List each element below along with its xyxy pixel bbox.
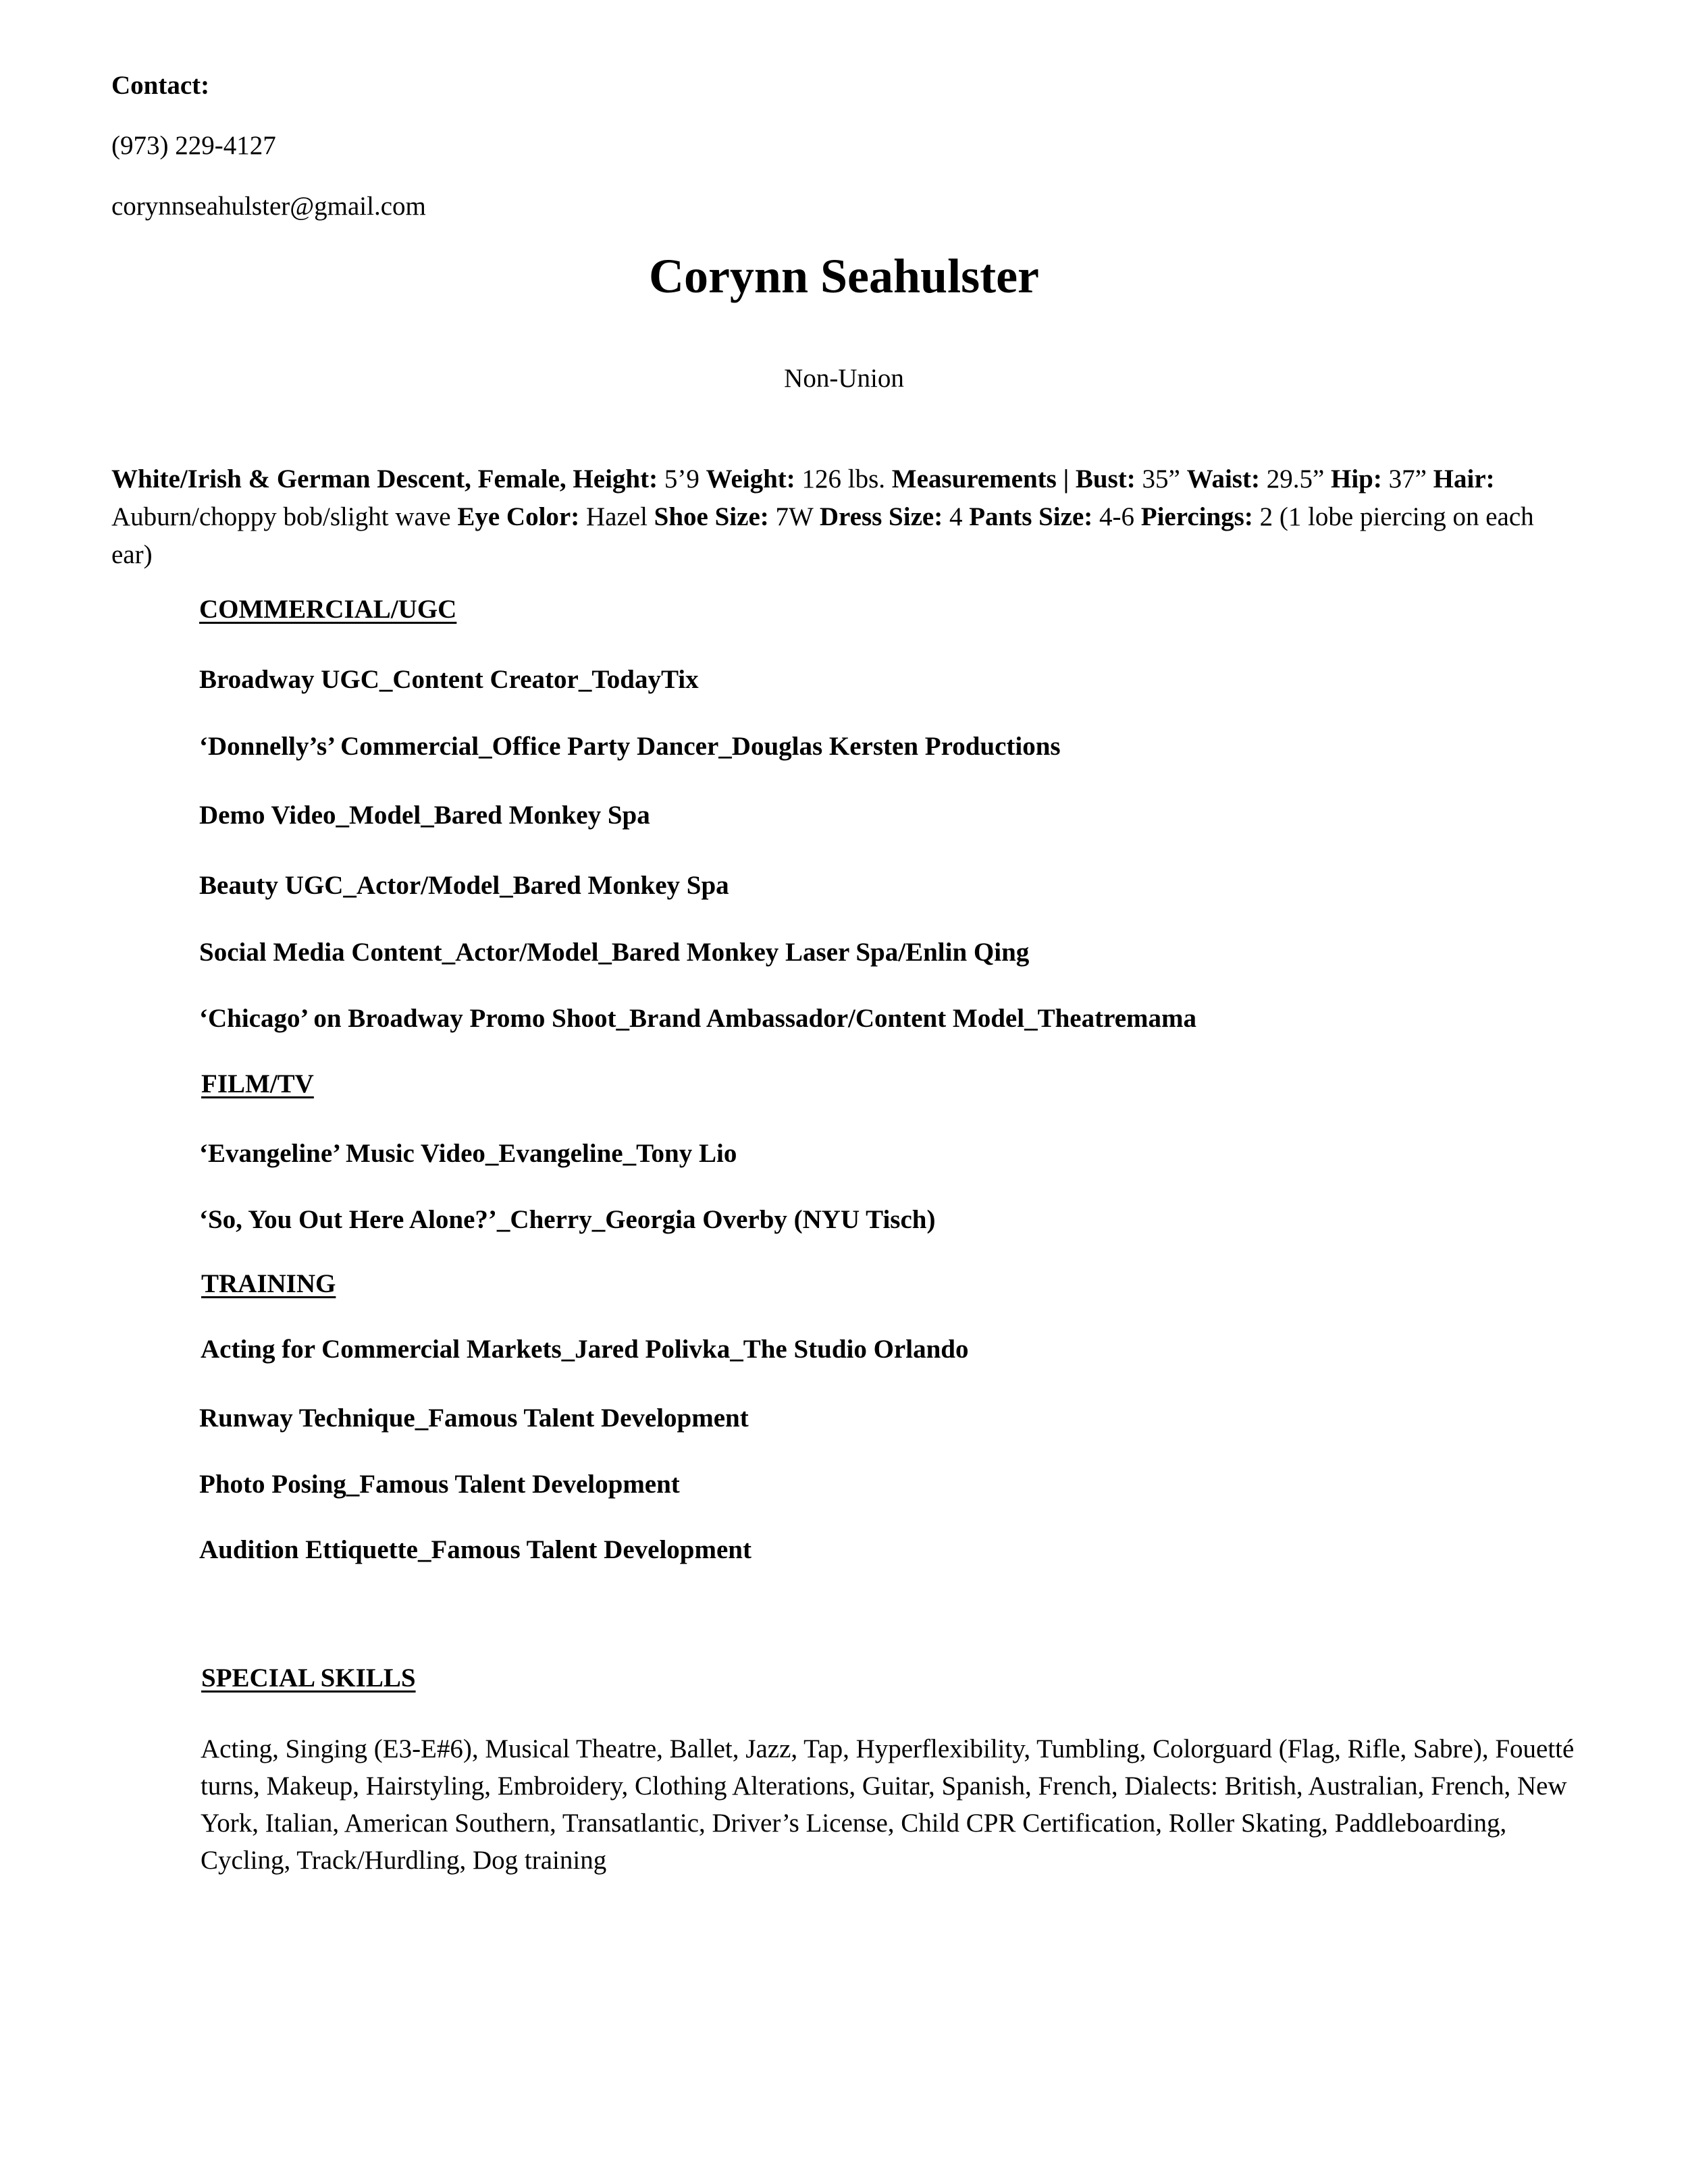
shoe-size-label: Shoe Size:: [654, 502, 769, 531]
measurements-label: Measurements | Bust:: [891, 464, 1136, 494]
special-skills-text: Acting, Singing (E3-E#6), Musical Theatre, Ballet, Jazz, Tap, Hyperflexibility, Tumbling, Colorguard (Flag, Rifle, Sabre), Fouetté turns, Makeup, Hairstyling, Embroidery, Clothing Alterations, Guitar, Spanish, French, Dialects: British, Australian, French, New York, Italian, American Southern, Transatlantic, Driver’s License, Child CPR Certification, Roller Skating, Paddleboarding, Cycling, Track/Hurdling, Dog training: [201, 1734, 1575, 1875]
piercings-label: Piercings:: [1140, 502, 1253, 531]
hip-label: Hip:: [1331, 464, 1382, 494]
contact-phone: (973) 229-4127: [111, 131, 276, 160]
shoe-size-value: 7W: [768, 502, 820, 531]
page-title: Corynn Seahulster: [648, 249, 1040, 303]
contact-email: corynnseahulster@gmail.com: [111, 192, 426, 221]
waist-value: 29.5”: [1259, 464, 1331, 494]
eye-color-label: Eye Color:: [457, 502, 580, 531]
commercial-heading: COMMERCIAL/UGC: [199, 595, 457, 624]
training-heading: TRAINING: [201, 1269, 336, 1298]
film-tv-entry: ‘Evangeline’ Music Video_Evangeline_Tony Lio: [199, 1139, 737, 1168]
commercial-entry: ‘Donnelly’s’ Commercial_Office Party Dancer_Douglas Kersten Productions: [199, 732, 1061, 761]
hair-value: Auburn/choppy bob/slight wave: [111, 502, 458, 531]
pants-size-label: Pants Size:: [969, 502, 1093, 531]
dress-size-value: 4: [943, 502, 970, 531]
film-tv-heading: FILM/TV: [201, 1069, 314, 1098]
waist-label: Waist:: [1186, 464, 1260, 494]
training-entry: Audition Ettiquette_Famous Talent Development: [199, 1535, 751, 1564]
physical-stats: [111, 460, 1563, 574]
hip-value: 37”: [1381, 464, 1433, 494]
dress-size-label: Dress Size:: [819, 502, 943, 531]
weight-value: 126 lbs.: [795, 464, 892, 494]
film-tv-entry: ‘So, You Out Here Alone?’_Cherry_Georgia Overby (NYU Tisch): [199, 1205, 936, 1234]
contact-label: Contact:: [111, 71, 210, 100]
weight-label: Weight:: [706, 464, 795, 494]
union-status: Non-Union: [784, 364, 904, 393]
special-skills-heading: SPECIAL SKILLS: [201, 1663, 416, 1693]
pants-size-value: 4-6: [1092, 502, 1141, 531]
training-entry: Runway Technique_Famous Talent Development: [199, 1404, 749, 1433]
height-value: 5’9: [658, 464, 706, 494]
training-entry: Photo Posing_Famous Talent Development: [199, 1470, 680, 1499]
descent-label: White/Irish & German Descent, Female, Height:: [111, 464, 658, 494]
training-entry: Acting for Commercial Markets_Jared Polivka_The Studio Orlando: [201, 1335, 969, 1364]
commercial-entry: Social Media Content_Actor/Model_Bared Monkey Laser Spa/Enlin Qing: [199, 938, 1030, 967]
commercial-entry: Beauty UGC_Actor/Model_Bared Monkey Spa: [199, 871, 729, 900]
eye-color-value: Hazel: [579, 502, 654, 531]
hair-label: Hair:: [1433, 464, 1495, 494]
piercings-value: 2 (1 lobe piercing on each ear): [111, 502, 1534, 569]
commercial-entry: Broadway UGC_Content Creator_TodayTix: [199, 665, 699, 694]
commercial-entry: ‘Chicago’ on Broadway Promo Shoot_Brand Ambassador/Content Model_Theatremama: [199, 1004, 1196, 1033]
bust-value: 35”: [1135, 464, 1187, 494]
commercial-entry: Demo Video_Model_Bared Monkey Spa: [199, 801, 650, 830]
